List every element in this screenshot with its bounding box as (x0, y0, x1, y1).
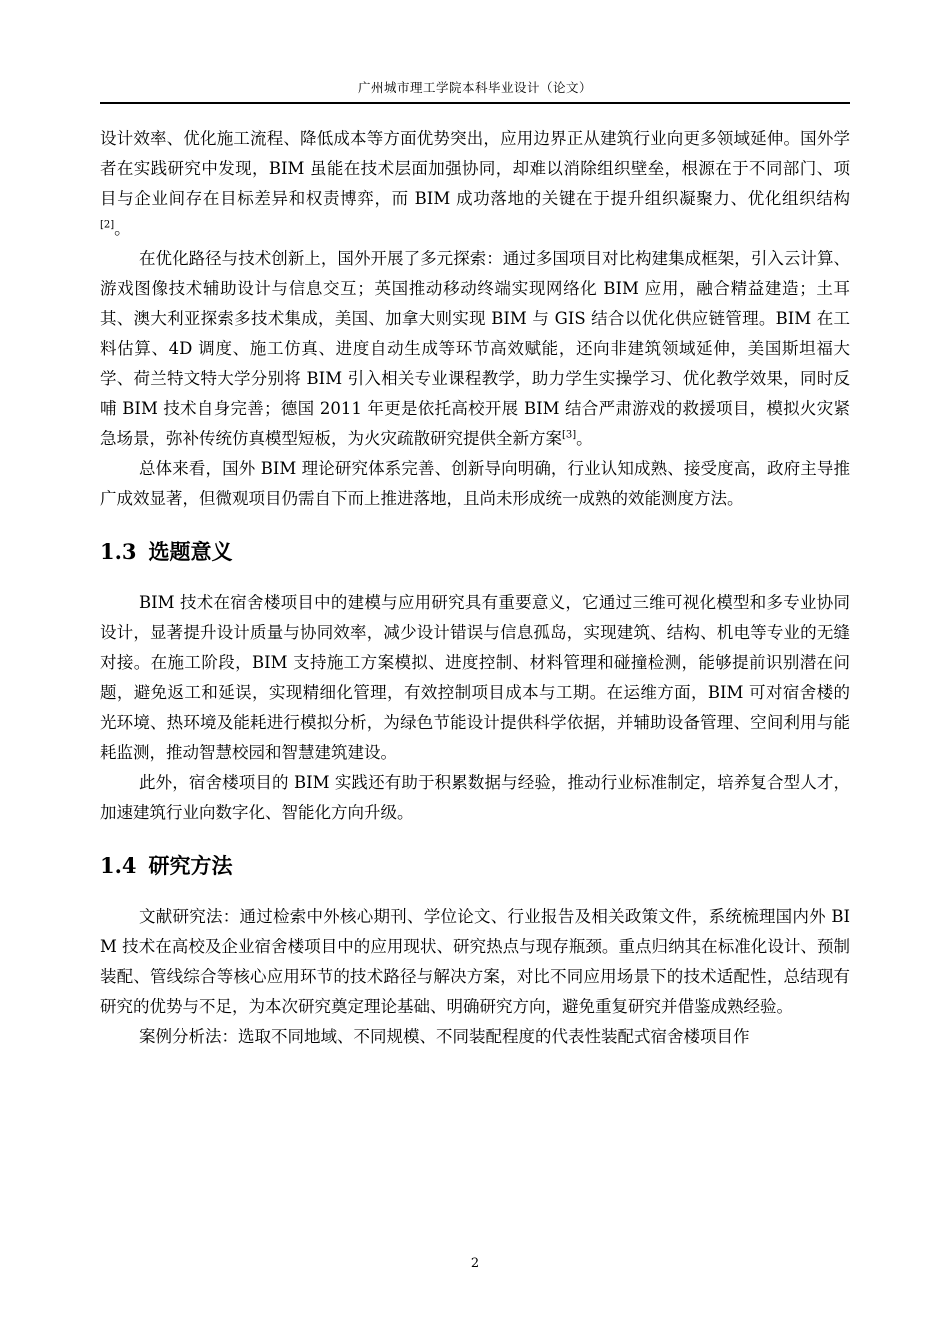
section-title: 选题意义 (148, 539, 233, 564)
paragraph-1: 设计效率、优化施工流程、降低成本等方面优势突出，应用边界正从建筑行业向更多领域延伸。国外学者在实践研究中发现，BIM 虽能在技术层面加强协同，却难以消除组织壁垒，根源在于不同部门、项目与企业间存在目标差异和权责博弈，而 BIM 成功落地的关键在于提升组织凝聚力、优化组织结构[2]。 (100, 129, 850, 238)
paragraph-5: 此外，宿舍楼项目的 BIM 实践还有助于积累数据与经验，推动行业标准制定，培养复合型人才，加速建筑行业向数字化、智能化方向升级。 (100, 773, 850, 822)
paragraph-6: 文献研究法：通过检索中外核心期刊、学位论文、行业报告及相关政策文件，系统梳理国内外 BIM 技术在高校及企业宿舍楼项目中的应用现状、研究热点与现存瓶颈。重点归纳其在标准化设计、预制装配、管线综合等核心应用环节的技术路径与解决方案，对比不同应用场景下的技术适配性，总结现有研究的优势与不足，为本次研究奠定理论基础、明确研究方向，避免重复研究并借鉴成熟经验。 (100, 907, 850, 1016)
paragraph-4: BIM 技术在宿舍楼项目中的建模与应用研究具有重要意义，它通过三维可视化模型和多专业协同设计，显著提升设计质量与协同效率，减少设计错误与信息孤岛，实现建筑、结构、机电等专业的无缝对接。在施工阶段，BIM 支持施工方案模拟、进度控制、材料管理和碰撞检测，能够提前识别潜在问题，避免返工和延误，实现精细化管理，有效控制项目成本与工期。在运维方面，BIM 可对宿舍楼的光环境、热环境及能耗进行模拟分析，为绿色节能设计提供科学依据，并辅助设备管理、空间利用与能耗监测，推动智慧校园和智慧建筑建设。 (100, 593, 850, 762)
page-body (100, 124, 850, 1052)
section-heading-1-4 (100, 850, 850, 882)
section-number: 1.3 (100, 539, 137, 564)
section-title: 研究方法 (148, 853, 233, 878)
paragraph-7: 案例分析法：选取不同地域、不同规模、不同装配程度的代表性装配式宿舍楼项目作 (139, 1027, 750, 1046)
citation-3[interactable]: [3] (562, 429, 577, 441)
section-heading-1-3 (100, 536, 850, 568)
section-number: 1.4 (100, 853, 137, 878)
header-rule (100, 102, 850, 104)
paragraph-2: 在优化路径与技术创新上，国外开展了多元探索：通过多国项目对比构建集成框架，引入云计算、游戏图像技术辅助设计与信息交互；英国推动移动终端实现网络化 BIM 应用，融合精益建造；土耳其、澳大利亚探索多技术集成，美国、加拿大则实现 BIM 与 GIS 结合以优化供应链管理。BIM 在工料估算、4D 调度、施工仿真、进度自动生成等环节高效赋能，还向非建筑领域延伸，美国斯坦福大学、荷兰特文特大学分别将 BIM 引入相关专业课程教学，助力学生实操学习、优化教学效果，同时反哺 BIM 技术自身完善；德国 2011 年更是依托高校开展 BIM 结合严肃游戏的救援项目，模拟火灾紧急场景，弥补传统仿真模型短板，为火灾疏散研究提供全新方案[3]。 (100, 249, 850, 448)
page-number: 2 (470, 1256, 480, 1271)
citation-2[interactable]: [2] (100, 219, 115, 231)
paragraph-3: 总体来看，国外 BIM 理论研究体系完善、创新导向明确，行业认知成熟、接受度高，政府主导推广成效显著，但微观项目仍需自下而上推进落地，且尚未形成统一成熟的效能测度方法。 (100, 459, 850, 508)
running-header: 广州城市理工学院本科毕业设计（论文） (357, 80, 592, 95)
